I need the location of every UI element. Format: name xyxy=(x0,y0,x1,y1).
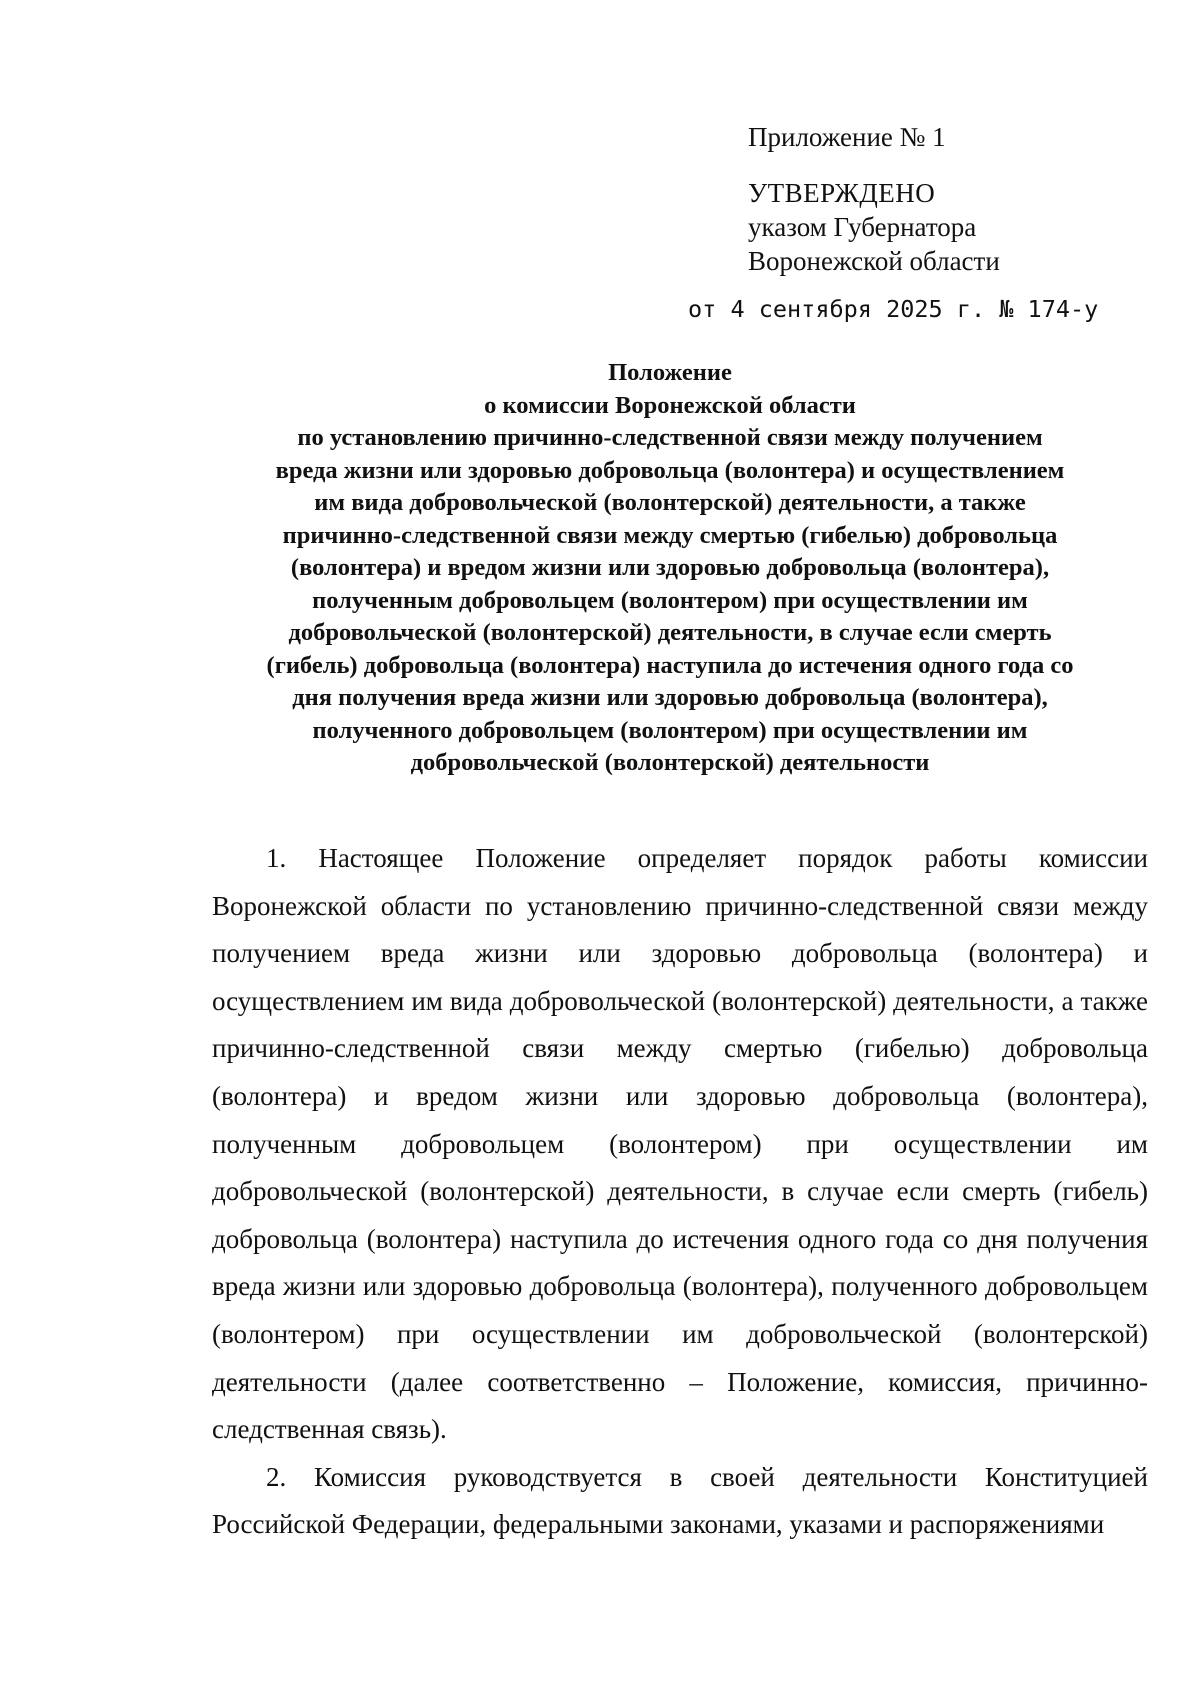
paragraph-2: 2. Комиссия руководствуется в своей деятельности Конституцией Российской Федерации, федеральными законами, указами и распоряжениями xyxy=(212,1461,1148,1540)
title-line: (гибель) добровольца (волонтера) наступила до истечения одного года со xyxy=(266,651,1074,679)
annex-number: Приложение № 1 xyxy=(748,122,946,152)
approved-by-line-2: Воронежской области xyxy=(748,246,1000,276)
title-line: им вида добровольческой (волонтерской) деятельности, а также xyxy=(314,489,1026,516)
title-line: Положение xyxy=(608,359,732,386)
title-line: добровольческой (волонтерской) деятельности, в случае если смерть xyxy=(288,619,1052,646)
title-line: (волонтера) и вредом жизни или здоровью добровольца (волонтера), xyxy=(290,554,1050,581)
title-line: по установлению причинно-следственной связи между получением xyxy=(297,424,1043,451)
title-line: о комиссии Воронежской области xyxy=(484,391,856,419)
approved-by-line-1: указом Губернатора xyxy=(748,212,977,242)
paragraph-1: 1. Настоящее Положение определяет порядок работы комиссии Воронежской области по установлению причинно-следственной связи между получением вреда жизни или здоровью добровольца (волонтера) и осуществлением им вида добровольческой (волонтерской) деятельности, а также причинно-следственной связи между смертью (гибелью) добровольца (волонтера) и вредом жизни или здоровью добровольца (волонтера), полученным добровольцем (волонтером) при осуществлении им добровольческой (волонтерской) деятельности, в случае если смерть (гибель) добровольца (волонтера) наступила до истечения одного года со дня получения вреда жизни или здоровью добровольца (волонтера), полученного добровольцем (волонтером) при осуществлении им добровольческой (волонтерской) деятельности (далее соответственно – Положение, комиссия, причинно-следственная связь). xyxy=(212,843,1148,1445)
document-body xyxy=(212,835,1148,1549)
document-title xyxy=(200,357,1140,780)
title-line: полученным добровольцем (волонтером) при осуществлении им xyxy=(312,586,1028,614)
title-line: полученного добровольцем (волонтером) при осуществлении им xyxy=(312,716,1028,744)
approved-heading: УТВЕРЖДЕНО xyxy=(748,178,936,208)
title-line: дня получения вреда жизни или здоровью добровольца (волонтера), xyxy=(292,684,1048,711)
title-line: добровольческой (волонтерской) деятельности xyxy=(410,749,930,776)
decree-date-number: от 4 сентября 2025 г. № 174-у xyxy=(688,295,1099,323)
title-line: вреда жизни или здоровью добровольца (волонтера) и осуществлением xyxy=(275,456,1065,484)
title-line: причинно-следственной связи между смертью (гибелью) добровольца xyxy=(282,521,1058,549)
approval-stamp-block xyxy=(748,120,1000,278)
